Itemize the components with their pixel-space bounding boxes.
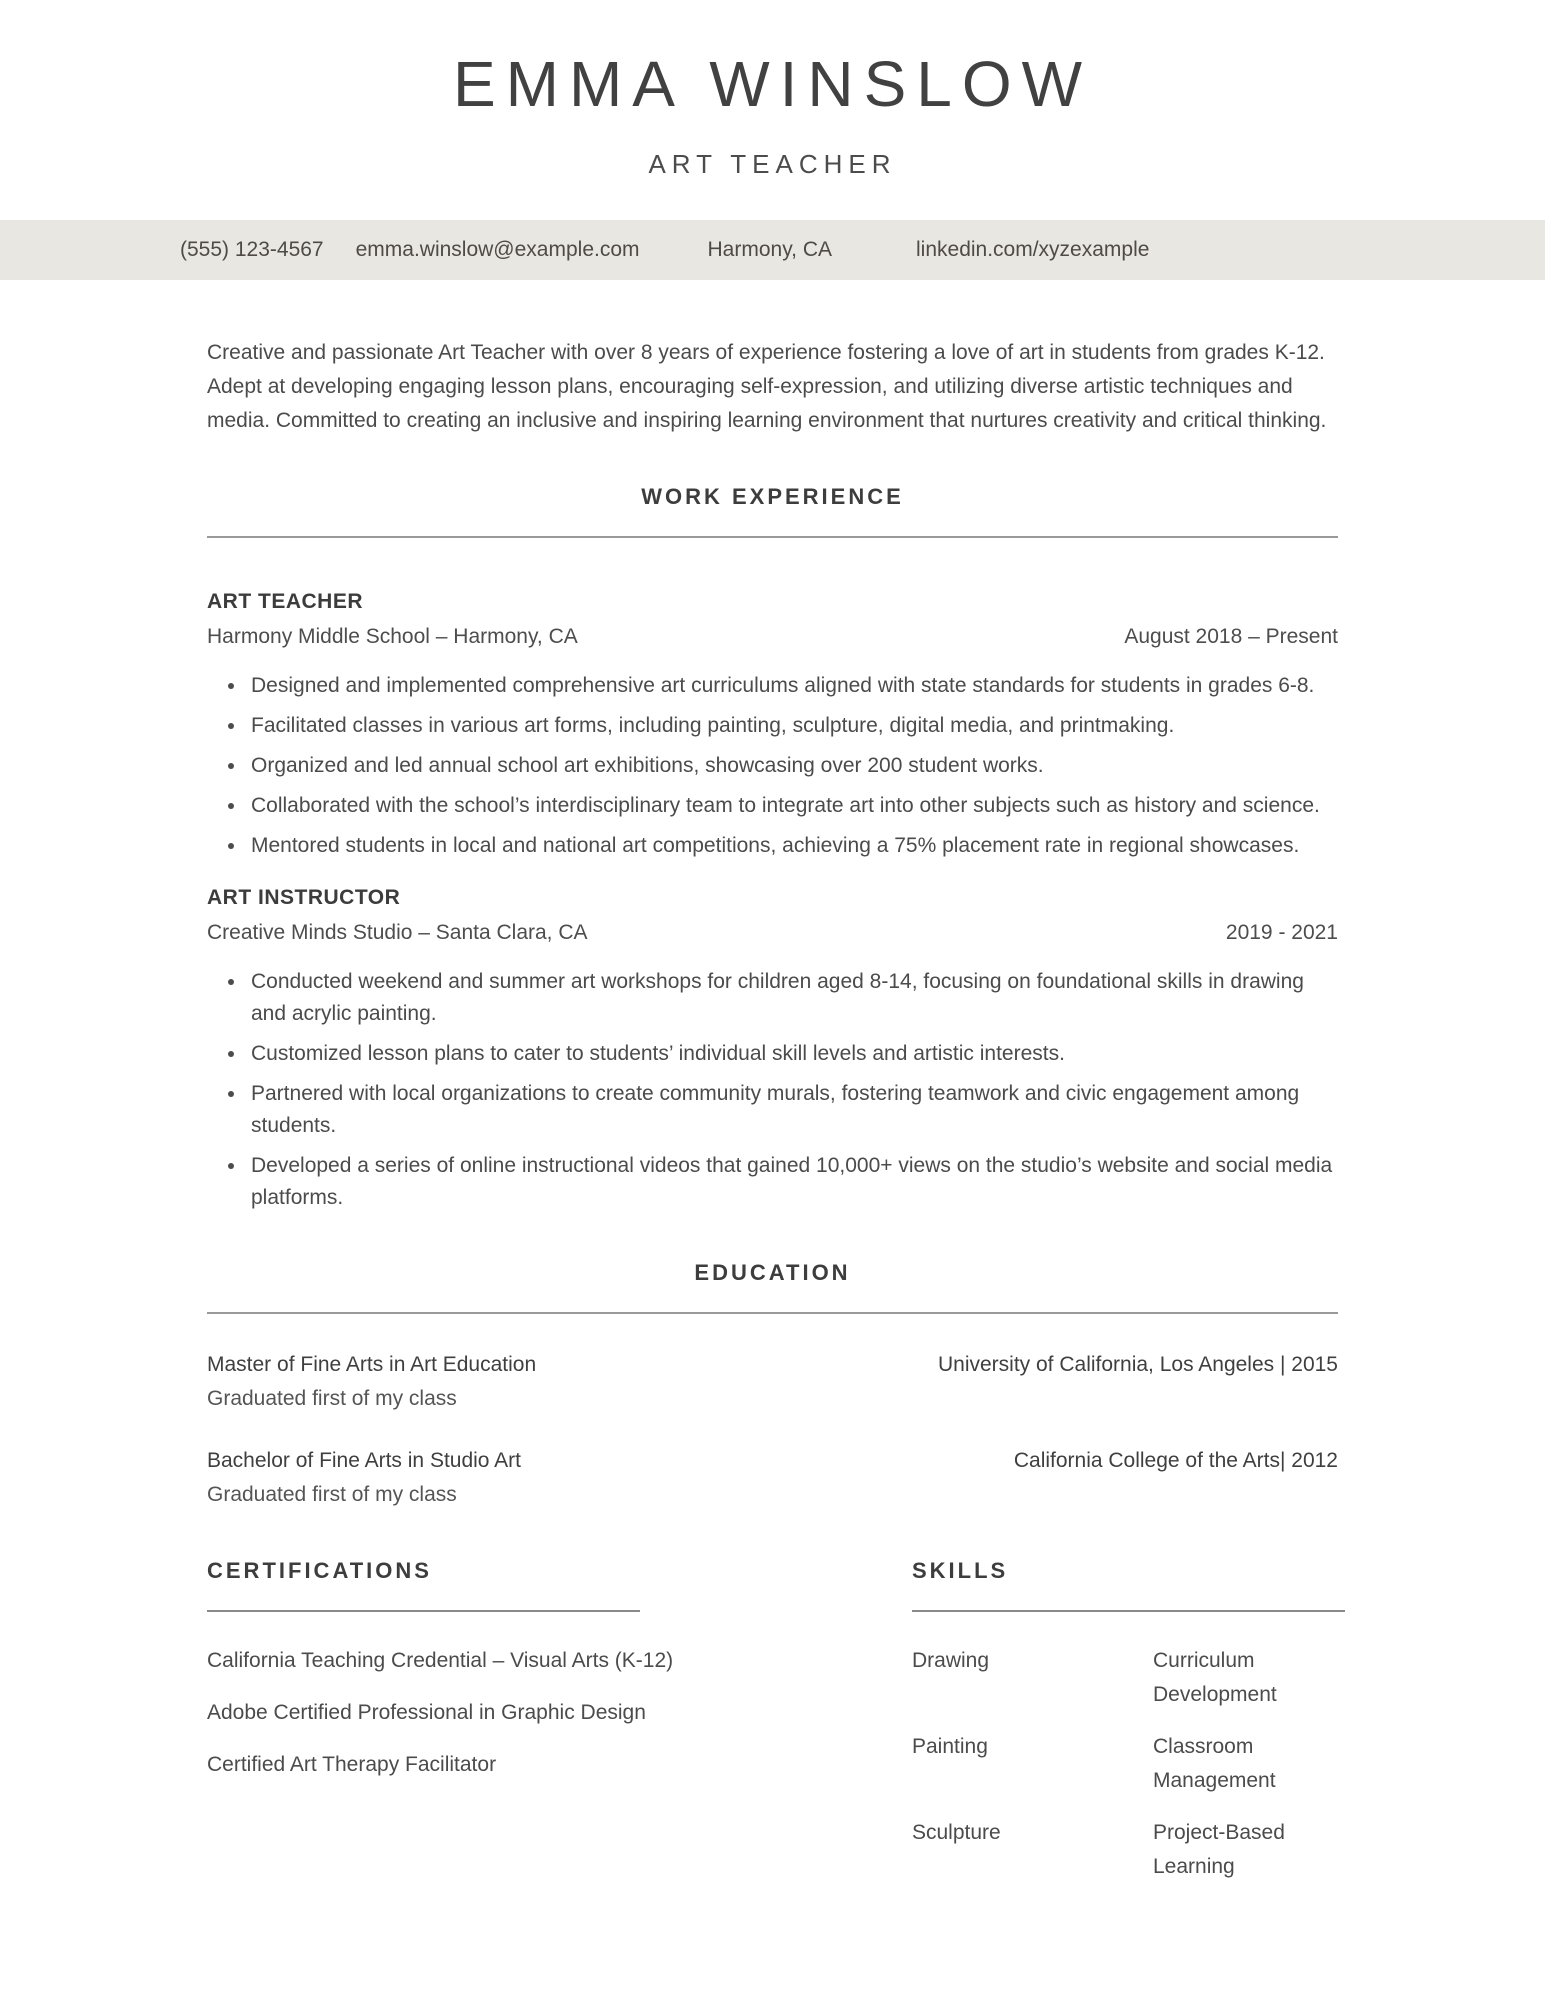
certification-item: Adobe Certified Professional in Graphic Design [207,1700,646,1724]
contact-linkedin[interactable]: linkedin.com/xyzexample [916,237,1150,261]
job-bullet: Organized and led annual school art exhibitions, showcasing over 200 student works. [251,750,1338,782]
job-bullet: Collaborated with the school’s interdisciplinary team to integrate art into other subjects such as history and science. [251,790,1338,822]
job-bullet: Facilitated classes in various art forms, including painting, sculpture, digital media, and printmaking. [251,710,1338,742]
certification-list [207,1644,912,1782]
section-heading-skills: SKILLS [912,1557,1009,1583]
certifications-divider [207,1610,640,1612]
job-bullet: Designed and implemented comprehensive art curriculums aligned with state standards for students in grades 6-8. [251,670,1338,702]
job-bullet: Partnered with local organizations to create community murals, fostering teamwork and civic engagement among students. [251,1078,1338,1142]
certification-item: Certified Art Therapy Facilitator [207,1752,497,1776]
education-school: California College of the Arts| 2012 [1013,1448,1338,1472]
education-entry [207,1348,1338,1416]
skills-column [912,1558,1345,1902]
job-bullet: Customized lesson plans to cater to students’ individual skill levels and artistic interests. [251,1038,1338,1070]
section-heading-education: EDUCATION [694,1259,851,1285]
job-dates: August 2018 – Present [1124,624,1338,648]
job-title: ART INSTRUCTOR [207,885,401,909]
job-dates: 2019 - 2021 [1225,920,1338,944]
job-entry-art-teacher [207,590,1338,862]
summary-text: Creative and passionate Art Teacher with over 8 years of experience fostering a love of art in students from grades K-12. Adept at developing engaging lesson plans, encouraging self-expression, and utilizing diverse artistic techniques and media. Committed to creating an inclusive and inspiring learning environment that nurtures creativity and critical thinking. [207,340,1327,432]
certification-item: California Teaching Credential – Visual Arts (K-12) [207,1648,674,1672]
section-heading-work-experience: WORK EXPERIENCE [641,483,904,509]
resume-header [0,0,1545,180]
education-divider [207,1312,1338,1314]
skill-item: Classroom Management [1153,1734,1276,1792]
work-experience-divider [207,536,1338,538]
contact-location: Harmony, CA [707,237,832,261]
job-entry-art-instructor [207,886,1338,1214]
bottom-columns [207,1558,1338,1902]
resume-name: EMMA WINSLOW [452,48,1093,120]
skill-item: Drawing [912,1648,990,1672]
skills-divider [912,1610,1345,1612]
job-organization: Creative Minds Studio – Santa Clara, CA [207,920,588,944]
contact-phone: (555) 123-4567 [180,237,324,261]
section-heading-certifications: CERTIFICATIONS [207,1557,432,1583]
contact-bar [0,220,1545,280]
job-bullet-list [207,966,1338,1214]
education-degree: Master of Fine Arts in Art Education [207,1352,537,1376]
job-bullet: Developed a series of online instructional videos that gained 10,000+ views on the studio’s website and social media platforms. [251,1150,1338,1214]
education-entry [207,1444,1338,1512]
skills-list [912,1644,1345,1884]
skill-item: Project-Based Learning [1153,1820,1285,1878]
job-organization: Harmony Middle School – Harmony, CA [207,624,578,648]
job-bullet: Mentored students in local and national art competitions, achieving a 75% placement rate in regional showcases. [251,830,1338,862]
skill-item: Sculpture [912,1820,1001,1844]
education-school: University of California, Los Angeles | 2015 [937,1352,1338,1376]
skill-item: Painting [912,1734,988,1758]
certifications-column [207,1558,912,1902]
skill-item: Curriculum Development [1153,1648,1277,1706]
resume-job-title: ART TEACHER [648,148,897,179]
education-detail: Graduated first of my class [207,1386,457,1410]
job-bullet-list [207,670,1338,862]
education-detail: Graduated first of my class [207,1482,457,1506]
contact-email[interactable]: emma.winslow@example.com [355,237,640,261]
job-bullet: Conducted weekend and summer art workshops for children aged 8-14, focusing on foundational skills in drawing and acrylic painting. [251,966,1338,1030]
education-degree: Bachelor of Fine Arts in Studio Art [207,1448,521,1472]
job-title: ART TEACHER [207,589,363,613]
